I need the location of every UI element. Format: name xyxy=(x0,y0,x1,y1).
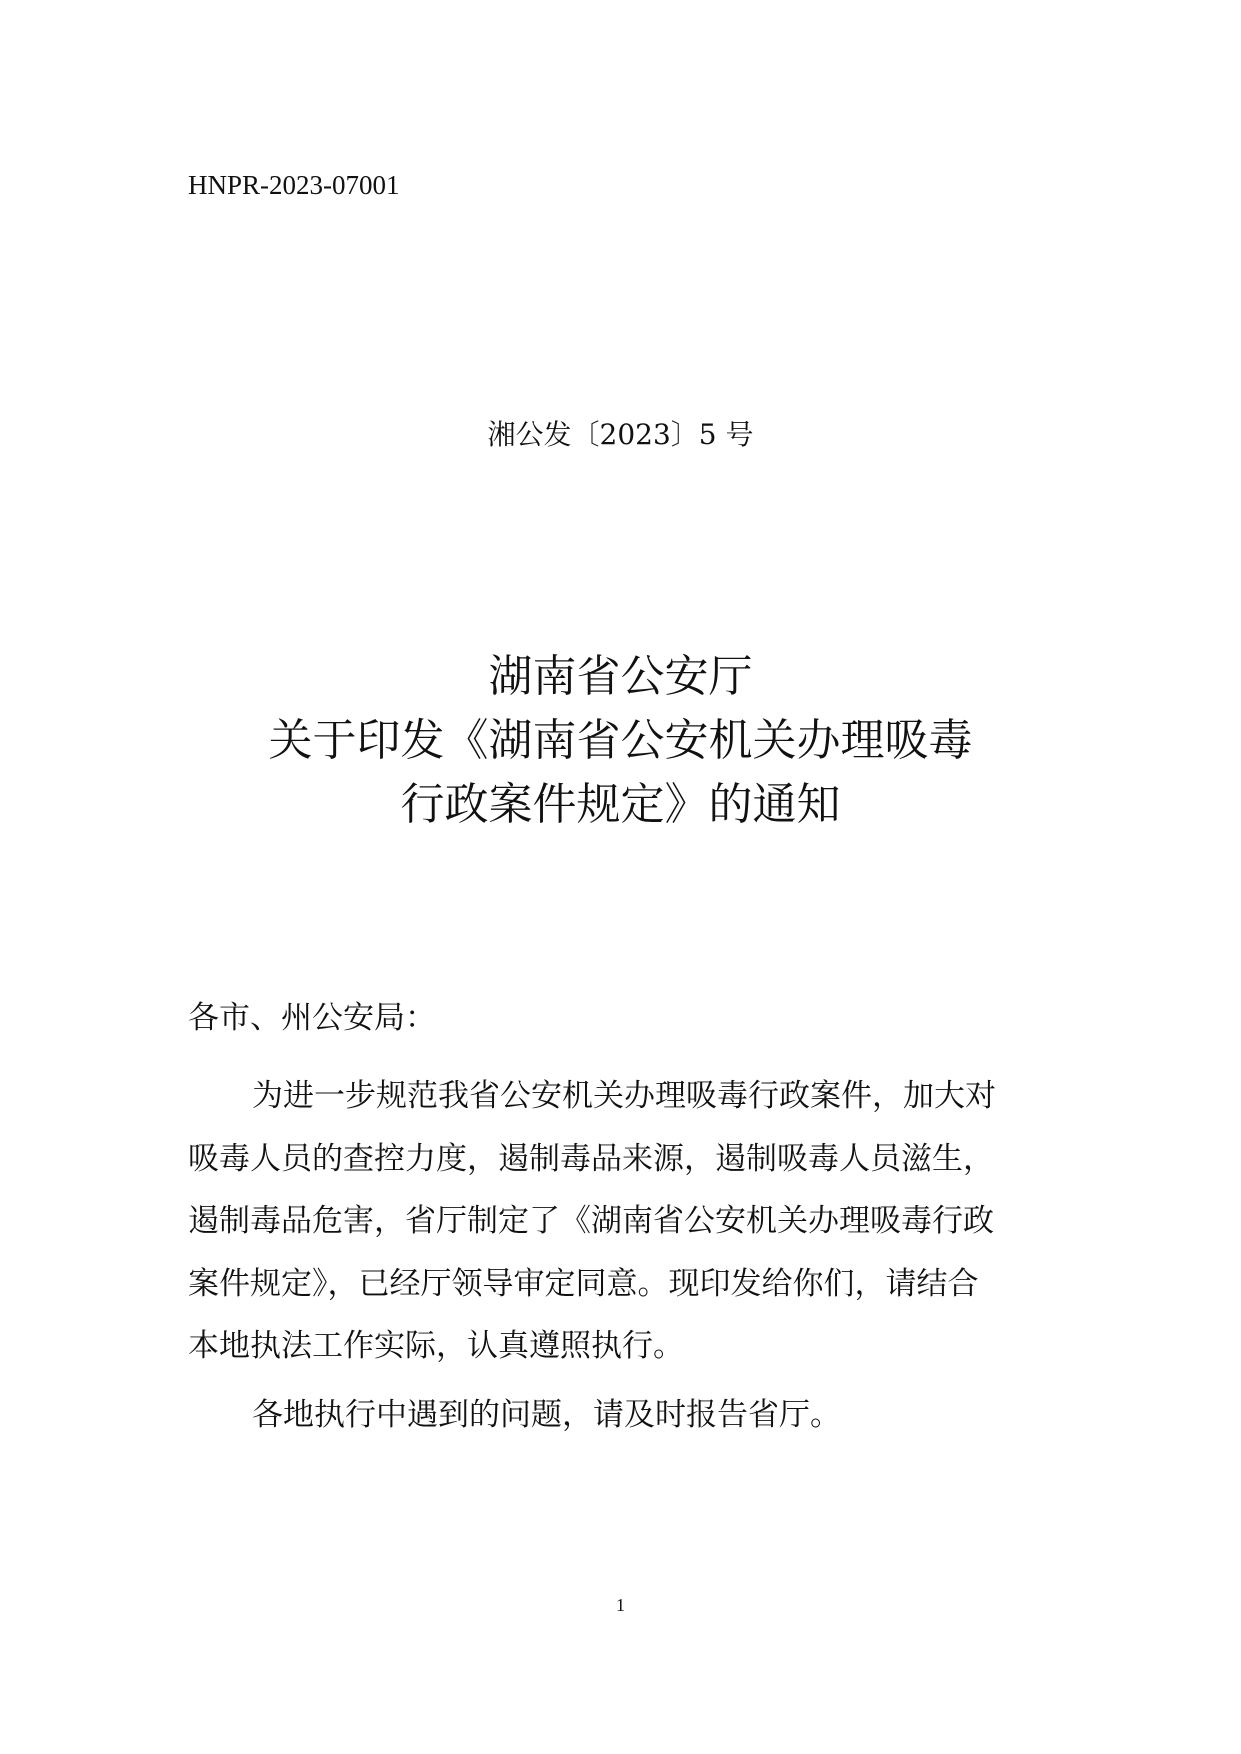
body-line-1: 为进一步规范我省公安机关办理吸毒行政案件，加大对 xyxy=(252,1078,996,1114)
title-line-3: 行政案件规定》的通知 xyxy=(400,779,841,830)
document-number: 湘公发〔2023〕5 号 xyxy=(487,418,754,451)
salutation: 各市、州公安局： xyxy=(188,1000,436,1036)
body-line-4: 案件规定》，已经厅领导审定同意。现印发给你们，请结合 xyxy=(188,1265,979,1302)
document-code: HNPR-2023-07001 xyxy=(188,170,400,200)
document-title xyxy=(0,645,1241,837)
page-number: 1 xyxy=(616,1595,625,1615)
body-paragraph xyxy=(188,1065,1058,1378)
title-line-2: 关于印发《湖南省公安机关办理吸毒 xyxy=(268,715,973,766)
title-line-1: 湖南省公安厅 xyxy=(488,651,753,702)
body-line-3: 遏制毒品危害，省厅制定了《湖南省公安机关办理吸毒行政 xyxy=(188,1203,994,1239)
body-line-5: 本地执法工作实际，认真遵照执行。 xyxy=(188,1328,684,1364)
body-line-2: 吸毒人员的查控力度，遏制毒品来源，遏制吸毒人员滋生， xyxy=(188,1140,994,1177)
closing-paragraph: 各地执行中遇到的问题，请及时报告省厅。 xyxy=(252,1397,841,1433)
